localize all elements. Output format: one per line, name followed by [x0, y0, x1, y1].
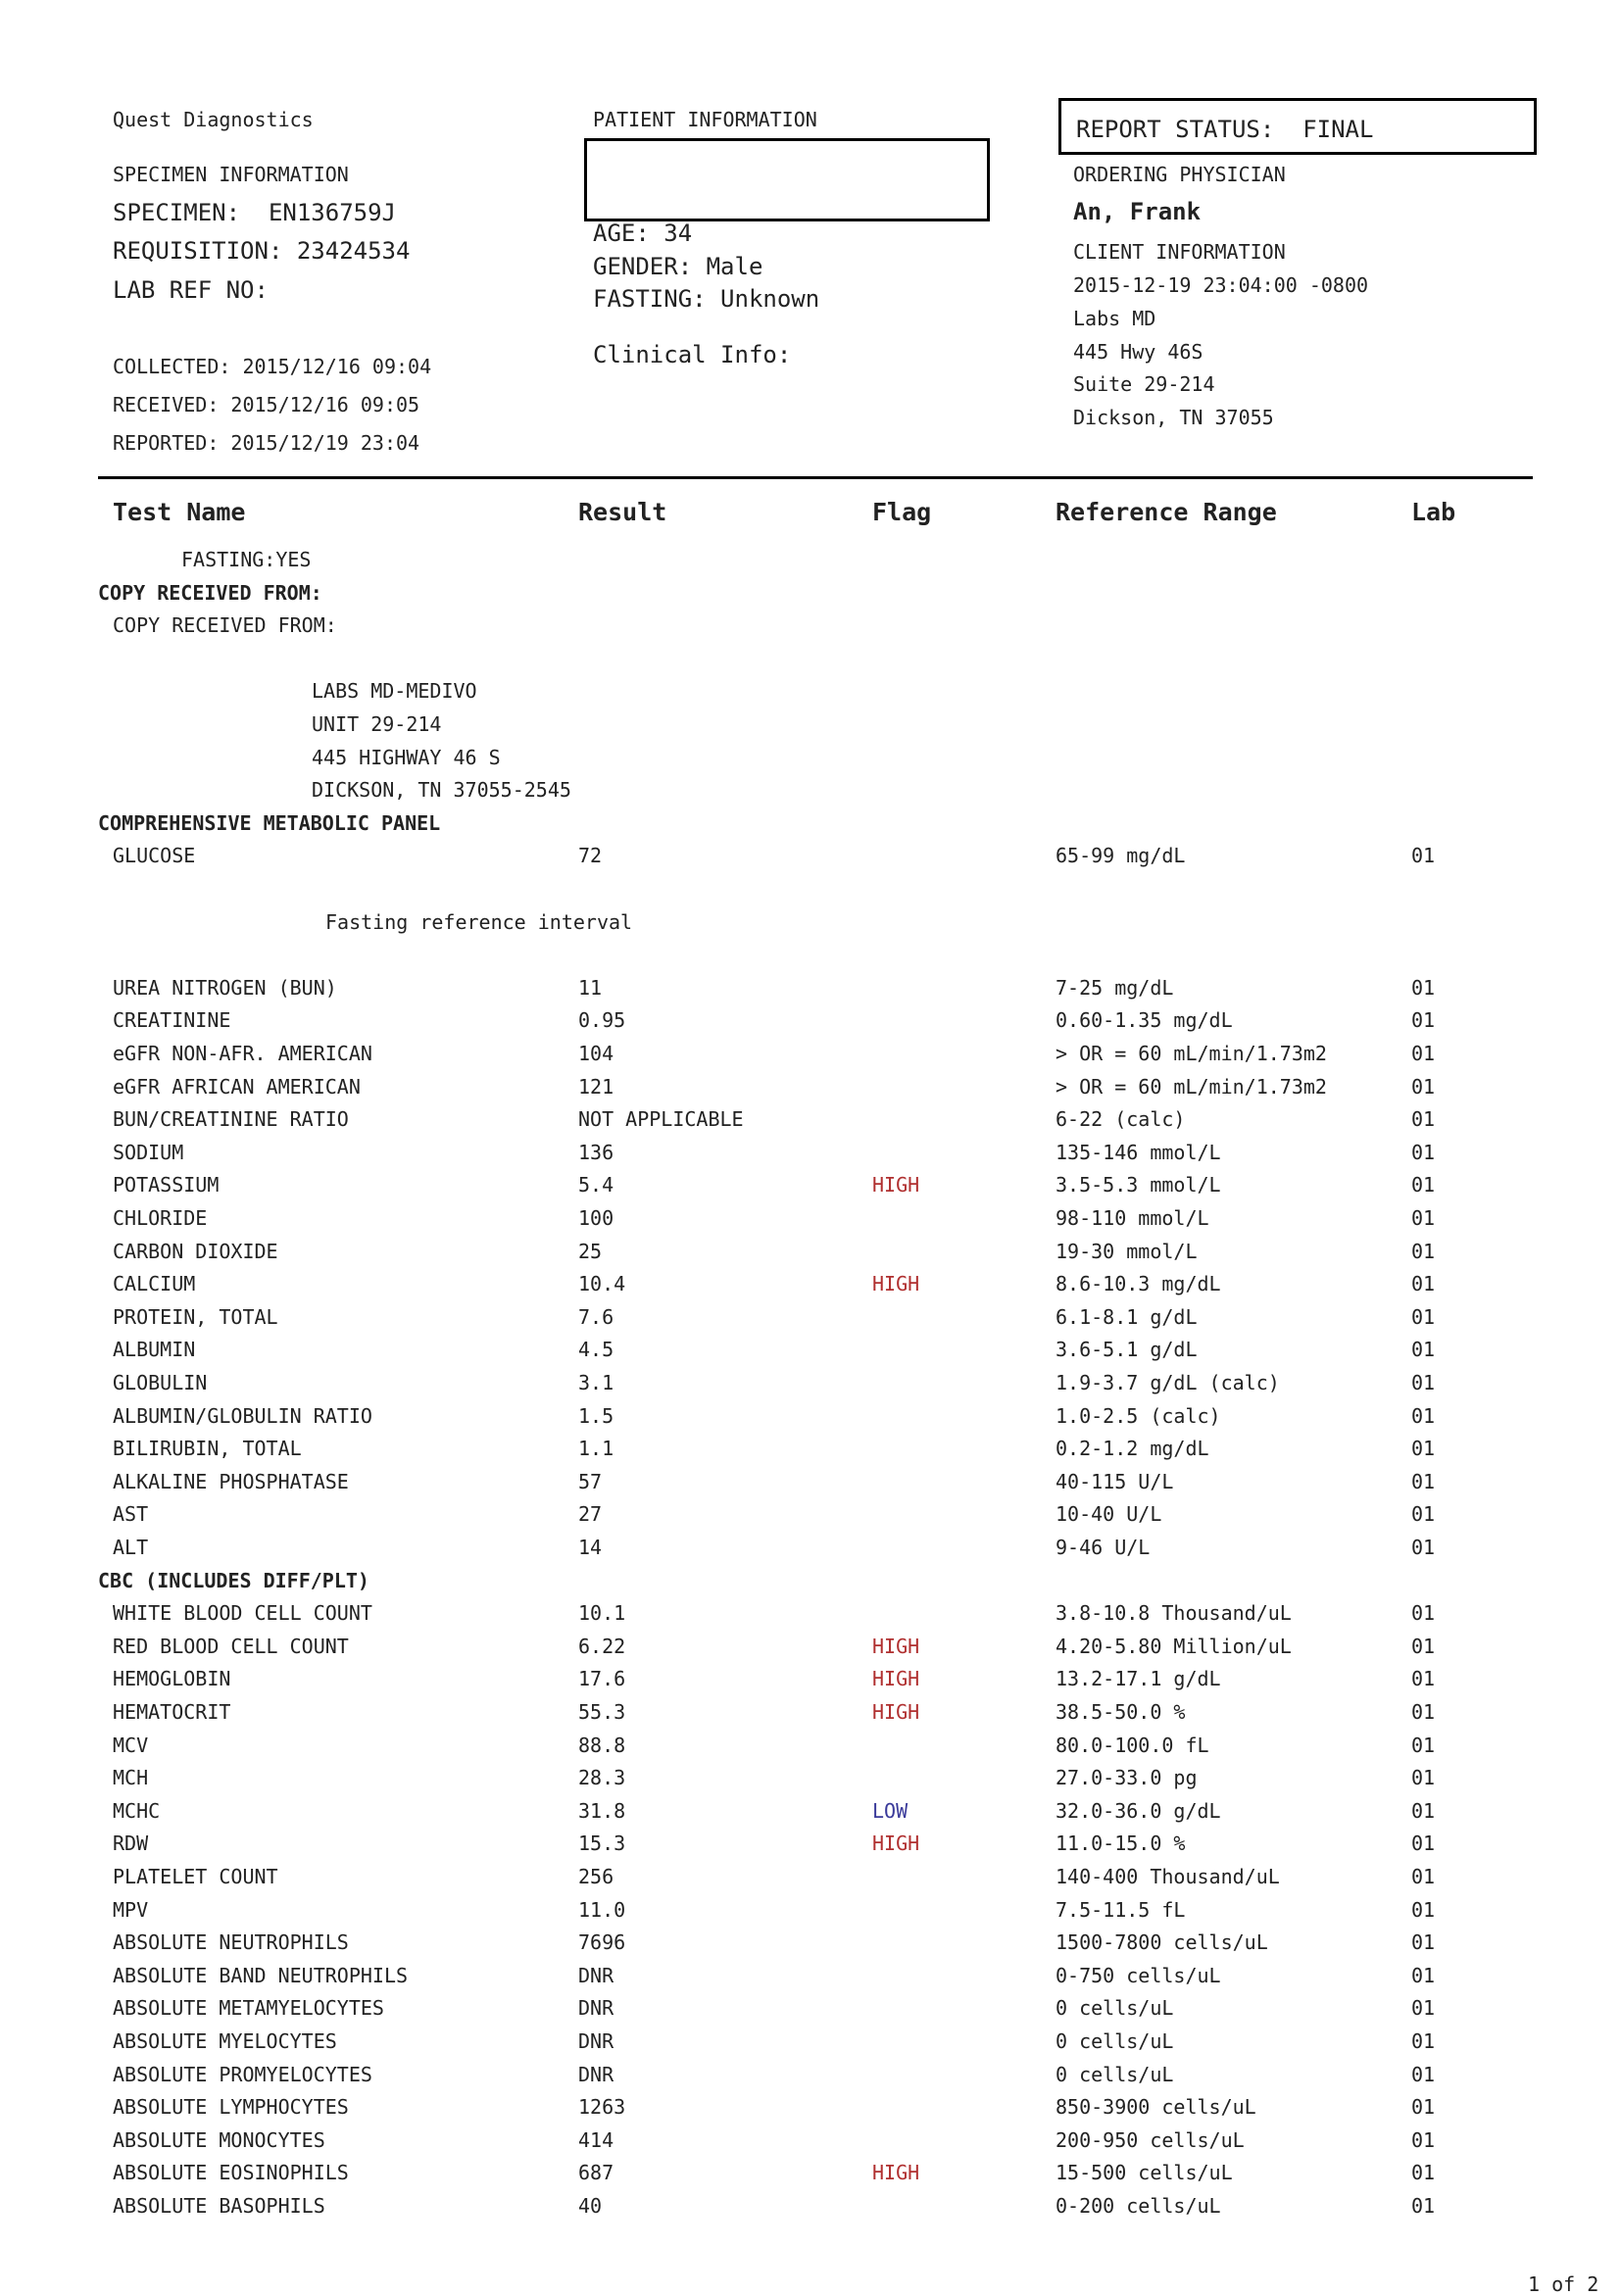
- table-row: [0, 1010, 1621, 1043]
- test-lab: 01: [1411, 2029, 1436, 2053]
- patient-info-label: PATIENT INFORMATION: [593, 108, 817, 131]
- blank-line: [0, 879, 1621, 911]
- blank-line: [0, 649, 1621, 681]
- table-row: [0, 1634, 1621, 1669]
- test-lab: 01: [1411, 1107, 1436, 1132]
- test-flag: HIGH: [872, 1667, 920, 1691]
- test-result: 31.8: [578, 1798, 626, 1823]
- test-reference-range: 9-46 U/L: [1056, 1536, 1151, 1559]
- test-lab: 01: [1411, 1897, 1436, 1922]
- test-lab: 01: [1411, 2062, 1436, 2086]
- table-row: [0, 1175, 1621, 1207]
- table-row: [0, 2031, 1621, 2064]
- table-row: [0, 2196, 1621, 2228]
- table-row: [0, 1669, 1621, 1701]
- table-row: [0, 1963, 1621, 1998]
- test-result: 11: [578, 975, 603, 1000]
- test-reference-range: 3.8-10.8 Thousand/uL: [1056, 1601, 1292, 1626]
- test-reference-range: 7-25 mg/dL: [1056, 975, 1174, 1000]
- section-heading: [0, 1568, 1621, 1603]
- table-row: [0, 1735, 1621, 1768]
- test-reference-range: 3.6-5.1 g/dL: [1056, 1338, 1198, 1362]
- test-name: GLUCOSE: [113, 844, 196, 868]
- test-name: HEMATOCRIT: [113, 1700, 231, 1724]
- test-lab: 01: [1411, 1766, 1436, 1790]
- blank-line: [0, 945, 1621, 977]
- collected-date: COLLECTED: 2015/12/16 09:04: [113, 355, 432, 378]
- test-result: 100: [578, 1206, 614, 1230]
- test-name: MCH: [113, 1766, 149, 1790]
- table-row: [0, 1304, 1621, 1340]
- test-name: WHITE BLOOD CELL COUNT: [113, 1601, 372, 1626]
- clinical-info: Clinical Info:: [593, 341, 792, 368]
- report-status: REPORT STATUS: FINAL: [1076, 116, 1374, 143]
- test-lab: 01: [1411, 1536, 1436, 1559]
- test-name: MCV: [113, 1733, 149, 1757]
- test-reference-range: > OR = 60 mL/min/1.73m2: [1056, 1074, 1327, 1099]
- test-name: AST: [113, 1502, 149, 1527]
- test-lab: 01: [1411, 2127, 1436, 2152]
- test-reference-range: 65-99 mg/dL: [1056, 844, 1186, 868]
- test-name: ABSOLUTE BASOPHILS: [113, 2194, 325, 2218]
- page-number: 1 of 2: [1528, 2272, 1599, 2296]
- test-result: 0.95: [578, 1008, 626, 1033]
- test-reference-range: 13.2-17.1 g/dL: [1056, 1667, 1221, 1691]
- test-result: 55.3: [578, 1700, 626, 1724]
- test-result: 17.6: [578, 1667, 626, 1691]
- table-row: [0, 2163, 1621, 2195]
- test-reference-range: 4.20-5.80 Million/uL: [1056, 1634, 1292, 1658]
- client-city: Dickson, TN 37055: [1073, 406, 1274, 429]
- table-row: [0, 2097, 1621, 2129]
- section-title: COMPREHENSIVE METABOLIC PANEL: [98, 810, 441, 835]
- test-lab: 01: [1411, 2095, 1436, 2120]
- test-reference-range: 15-500 cells/uL: [1056, 2161, 1233, 2185]
- specimen-id: SPECIMEN: EN136759J: [113, 199, 396, 226]
- test-name: MCHC: [113, 1798, 161, 1823]
- note-line: [0, 681, 1621, 713]
- test-reference-range: 0.60-1.35 mg/dL: [1056, 1008, 1233, 1033]
- test-result: 25: [578, 1239, 603, 1263]
- test-reference-range: 6-22 (calc): [1056, 1107, 1186, 1132]
- table-row: [0, 1044, 1621, 1076]
- test-result: 57: [578, 1469, 603, 1493]
- test-result: 88.8: [578, 1733, 626, 1757]
- test-result: 136: [578, 1140, 614, 1164]
- test-lab: 01: [1411, 2194, 1436, 2218]
- table-row: [0, 1373, 1621, 1405]
- table-row: [0, 1439, 1621, 1471]
- test-result: 7696: [578, 1930, 626, 1955]
- test-flag: HIGH: [872, 1272, 920, 1296]
- physician-name: An, Frank: [1073, 198, 1202, 225]
- lab-ref-number: LAB REF NO:: [113, 276, 269, 304]
- test-lab: 01: [1411, 1832, 1436, 1856]
- test-result: 15.3: [578, 1832, 626, 1856]
- table-row: [0, 1239, 1621, 1274]
- test-reference-range: 140-400 Thousand/uL: [1056, 1865, 1280, 1888]
- test-result: NOT APPLICABLE: [578, 1107, 744, 1132]
- test-reference-range: > OR = 60 mL/min/1.73m2: [1056, 1042, 1327, 1065]
- test-reference-range: 7.5-11.5 fL: [1056, 1897, 1186, 1922]
- test-flag: HIGH: [872, 1634, 920, 1658]
- test-flag: HIGH: [872, 1173, 920, 1197]
- test-result: 5.4: [578, 1173, 614, 1197]
- test-result: 687: [578, 2161, 614, 2185]
- col-result: Result: [578, 498, 667, 526]
- note-text: 445 HIGHWAY 46 S: [312, 745, 501, 769]
- note-line: [0, 780, 1621, 812]
- table-row: [0, 1538, 1621, 1570]
- test-name: ABSOLUTE EOSINOPHILS: [113, 2161, 349, 2185]
- test-name: ABSOLUTE METAMYELOCYTES: [113, 1996, 384, 2021]
- test-name: HEMOGLOBIN: [113, 1667, 231, 1691]
- test-result: 7.6: [578, 1304, 614, 1329]
- test-reference-range: 3.5-5.3 mmol/L: [1056, 1173, 1221, 1197]
- test-name: RDW: [113, 1832, 149, 1856]
- test-reference-range: 0-750 cells/uL: [1056, 1963, 1221, 1987]
- test-reference-range: 0 cells/uL: [1056, 2029, 1174, 2053]
- test-lab: 01: [1411, 975, 1436, 1000]
- test-lab: 01: [1411, 2161, 1436, 2185]
- section-title: COPY RECEIVED FROM:: [98, 580, 322, 605]
- test-result: 40: [578, 2194, 603, 2218]
- test-reference-range: 40-115 U/L: [1056, 1469, 1174, 1493]
- received-date: RECEIVED: 2015/12/16 09:05: [113, 393, 420, 416]
- section-title: CBC (INCLUDES DIFF/PLT): [98, 1568, 369, 1592]
- test-flag: LOW: [872, 1798, 909, 1823]
- header-divider: [98, 476, 1533, 479]
- test-reference-range: 1.9-3.7 g/dL (calc): [1056, 1371, 1280, 1394]
- table-row: [0, 1274, 1621, 1306]
- client-info-label: CLIENT INFORMATION: [1073, 240, 1286, 264]
- test-result: DNR: [578, 2062, 614, 2086]
- test-lab: 01: [1411, 1930, 1436, 1955]
- test-lab: 01: [1411, 1798, 1436, 1823]
- test-name: CARBON DIOXIDE: [113, 1239, 278, 1263]
- test-name: ALKALINE PHOSPHATASE: [113, 1469, 349, 1493]
- note-text: LABS MD-MEDIVO: [312, 679, 477, 704]
- test-name: ABSOLUTE NEUTROPHILS: [113, 1930, 349, 1955]
- test-result: 6.22: [578, 1634, 626, 1658]
- test-result: 72: [578, 844, 603, 868]
- table-row: [0, 1208, 1621, 1241]
- note-line: [0, 615, 1621, 648]
- test-name: ABSOLUTE MYELOCYTES: [113, 2029, 337, 2053]
- client-name: Labs MD: [1073, 307, 1156, 330]
- table-row: [0, 1798, 1621, 1833]
- test-reference-range: 0 cells/uL: [1056, 2062, 1174, 2086]
- test-reference-range: 19-30 mmol/L: [1056, 1239, 1198, 1263]
- ordering-physician-label: ORDERING PHYSICIAN: [1073, 163, 1286, 186]
- test-result: 104: [578, 1042, 614, 1065]
- test-result: 27: [578, 1502, 603, 1527]
- note-line: [0, 714, 1621, 747]
- test-name: GLOBULIN: [113, 1371, 208, 1394]
- note-text: UNIT 29-214: [312, 712, 442, 736]
- test-name: ALBUMIN: [113, 1338, 196, 1362]
- test-reference-range: 38.5-50.0 %: [1056, 1700, 1186, 1724]
- test-result: 10.4: [578, 1272, 626, 1296]
- test-lab: 01: [1411, 1469, 1436, 1493]
- test-reference-range: 0 cells/uL: [1056, 1996, 1174, 2021]
- table-row: [0, 1768, 1621, 1800]
- test-lab: 01: [1411, 1601, 1436, 1626]
- test-lab: 01: [1411, 844, 1436, 868]
- test-lab: 01: [1411, 1272, 1436, 1296]
- table-row: [0, 975, 1621, 1010]
- table-row: [0, 2127, 1621, 2163]
- test-name: CALCIUM: [113, 1272, 196, 1296]
- table-row: [0, 1469, 1621, 1504]
- section-heading: [0, 810, 1621, 846]
- test-lab: 01: [1411, 1437, 1436, 1461]
- table-row: [0, 1867, 1621, 1899]
- test-name: UREA NITROGEN (BUN): [113, 975, 337, 1000]
- test-reference-range: 98-110 mmol/L: [1056, 1206, 1209, 1230]
- table-row: [0, 1140, 1621, 1175]
- test-result: 1.1: [578, 1437, 614, 1461]
- col-flag: Flag: [872, 498, 932, 526]
- test-name: POTASSIUM: [113, 1173, 220, 1197]
- test-name: eGFR NON-AFR. AMERICAN: [113, 1042, 372, 1065]
- test-result: 4.5: [578, 1338, 614, 1362]
- test-lab: 01: [1411, 1403, 1436, 1428]
- test-result: 121: [578, 1074, 614, 1099]
- test-lab: 01: [1411, 1733, 1436, 1757]
- test-lab: 01: [1411, 1667, 1436, 1691]
- test-result: 10.1: [578, 1601, 626, 1626]
- table-row: [0, 2062, 1621, 2097]
- note-text: Fasting reference interval: [325, 909, 633, 934]
- test-name: ALT: [113, 1536, 149, 1559]
- table-row: [0, 1998, 1621, 2030]
- section-heading: [0, 580, 1621, 615]
- test-name: ABSOLUTE LYMPHOCYTES: [113, 2095, 349, 2120]
- test-lab: 01: [1411, 1304, 1436, 1329]
- note-text: FASTING:YES: [181, 548, 312, 571]
- test-reference-range: 850-3900 cells/uL: [1056, 2095, 1256, 2120]
- test-name: SODIUM: [113, 1140, 184, 1164]
- test-lab: 01: [1411, 1074, 1436, 1099]
- test-lab: 01: [1411, 1634, 1436, 1658]
- table-row: [0, 1504, 1621, 1537]
- test-lab: 01: [1411, 1338, 1436, 1362]
- test-name: ABSOLUTE MONOCYTES: [113, 2127, 325, 2152]
- test-lab: 01: [1411, 1239, 1436, 1263]
- lab-name: Quest Diagnostics: [113, 108, 314, 131]
- test-result: DNR: [578, 1996, 614, 2021]
- test-reference-range: 0-200 cells/uL: [1056, 2194, 1221, 2218]
- test-lab: 01: [1411, 1140, 1436, 1164]
- test-result: 3.1: [578, 1371, 614, 1394]
- test-name: ALBUMIN/GLOBULIN RATIO: [113, 1403, 372, 1428]
- test-name: CREATININE: [113, 1008, 231, 1033]
- note-line: [0, 909, 1621, 945]
- client-address-line1: 445 Hwy 46S: [1073, 340, 1203, 364]
- test-name: PLATELET COUNT: [113, 1865, 278, 1888]
- test-name: ABSOLUTE PROMYELOCYTES: [113, 2062, 372, 2086]
- test-flag: HIGH: [872, 1700, 920, 1724]
- note-text: COPY RECEIVED FROM:: [113, 613, 337, 638]
- test-reference-range: 1.0-2.5 (calc): [1056, 1403, 1221, 1428]
- table-row: [0, 1340, 1621, 1372]
- test-reference-range: 10-40 U/L: [1056, 1502, 1162, 1527]
- report-status-box: [1058, 98, 1537, 155]
- table-row: [0, 1702, 1621, 1734]
- test-name: CHLORIDE: [113, 1206, 208, 1230]
- test-result: 14: [578, 1536, 603, 1559]
- table-row: [0, 846, 1621, 878]
- specimen-info-label: SPECIMEN INFORMATION: [113, 163, 349, 186]
- table-row: [0, 1603, 1621, 1636]
- test-name: PROTEIN, TOTAL: [113, 1304, 278, 1329]
- client-timestamp: 2015-12-19 23:04:00 -0800: [1073, 273, 1369, 297]
- table-row: [0, 1833, 1621, 1866]
- note-line: [0, 550, 1621, 582]
- test-result: DNR: [578, 1963, 614, 1987]
- test-name: BUN/CREATININE RATIO: [113, 1107, 349, 1132]
- test-flag: HIGH: [872, 1832, 920, 1856]
- test-reference-range: 11.0-15.0 %: [1056, 1832, 1186, 1856]
- test-reference-range: 27.0-33.0 pg: [1056, 1766, 1198, 1790]
- col-test-name: Test Name: [113, 498, 246, 526]
- test-lab: 01: [1411, 1042, 1436, 1065]
- test-reference-range: 6.1-8.1 g/dL: [1056, 1304, 1198, 1329]
- test-result: 1.5: [578, 1403, 614, 1428]
- table-row: [0, 1932, 1621, 1965]
- test-name: BILIRUBIN, TOTAL: [113, 1437, 302, 1461]
- test-lab: 01: [1411, 1963, 1436, 1987]
- test-result: DNR: [578, 2029, 614, 2053]
- table-row: [0, 1074, 1621, 1109]
- col-lab: Lab: [1411, 498, 1456, 526]
- test-reference-range: 80.0-100.0 fL: [1056, 1733, 1209, 1757]
- test-lab: 01: [1411, 1996, 1436, 2021]
- test-result: 256: [578, 1865, 614, 1888]
- patient-age: AGE: 34: [593, 220, 693, 247]
- table-row: [0, 1897, 1621, 1932]
- client-address-line2: Suite 29-214: [1073, 372, 1215, 396]
- patient-name-box: [584, 138, 990, 221]
- test-reference-range: 8.6-10.3 mg/dL: [1056, 1272, 1221, 1296]
- test-lab: 01: [1411, 1008, 1436, 1033]
- test-result: 414: [578, 2127, 614, 2152]
- test-lab: 01: [1411, 1865, 1436, 1888]
- test-name: ABSOLUTE BAND NEUTROPHILS: [113, 1963, 409, 1987]
- test-lab: 01: [1411, 1206, 1436, 1230]
- test-reference-range: 135-146 mmol/L: [1056, 1140, 1221, 1164]
- reported-date: REPORTED: 2015/12/19 23:04: [113, 431, 420, 455]
- table-row: [0, 1403, 1621, 1439]
- patient-fasting: FASTING: Unknown: [593, 285, 820, 313]
- patient-gender: GENDER: Male: [593, 253, 763, 280]
- note-line: [0, 745, 1621, 780]
- test-result: 11.0: [578, 1897, 626, 1922]
- test-lab: 01: [1411, 1371, 1436, 1394]
- test-lab: 01: [1411, 1502, 1436, 1527]
- col-reference-range: Reference Range: [1056, 498, 1277, 526]
- test-lab: 01: [1411, 1700, 1436, 1724]
- test-result: 1263: [578, 2095, 626, 2120]
- test-reference-range: 32.0-36.0 g/dL: [1056, 1798, 1221, 1823]
- test-reference-range: 200-950 cells/uL: [1056, 2127, 1245, 2152]
- test-result: 28.3: [578, 1766, 626, 1790]
- test-name: eGFR AFRICAN AMERICAN: [113, 1074, 361, 1099]
- note-text: DICKSON, TN 37055-2545: [312, 778, 571, 803]
- test-reference-range: 0.2-1.2 mg/dL: [1056, 1437, 1209, 1461]
- test-lab: 01: [1411, 1173, 1436, 1197]
- requisition-number: REQUISITION: 23424534: [113, 237, 411, 265]
- test-name: MPV: [113, 1897, 149, 1922]
- table-row: [0, 1109, 1621, 1142]
- test-reference-range: 1500-7800 cells/uL: [1056, 1930, 1268, 1955]
- test-flag: HIGH: [872, 2161, 920, 2185]
- test-name: RED BLOOD CELL COUNT: [113, 1634, 349, 1658]
